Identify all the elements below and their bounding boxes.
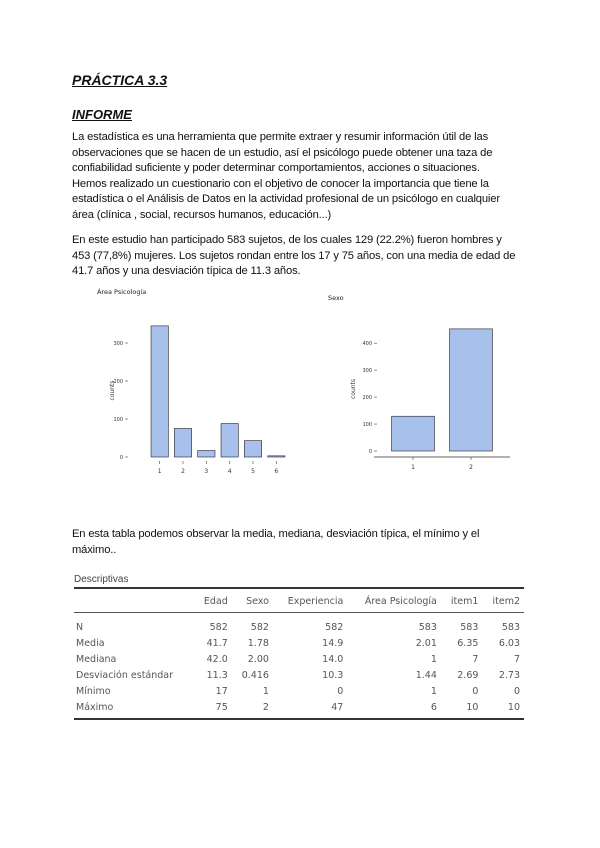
bar (244, 441, 261, 457)
bar (392, 416, 435, 451)
table-row (74, 613, 524, 636)
row-label: Mediana (76, 653, 117, 665)
table-cell: 6 (347, 699, 441, 719)
table-cell: 0 (472, 685, 479, 697)
column-header: Sexo (232, 588, 273, 613)
table-cell: 2.69 (457, 669, 479, 681)
row-label: Media (76, 637, 105, 649)
table-row (74, 699, 524, 719)
bar (268, 456, 285, 457)
table-cell: 11.3 (206, 669, 228, 681)
x-tick-label: 1 (157, 468, 162, 475)
table-row (74, 683, 524, 699)
text-line: estadística o el Análisis de Datos en la actividad profesional de un psicólogo en cualquier (72, 193, 500, 206)
bar (151, 326, 168, 457)
table-cell: 14.0 (322, 653, 344, 665)
area-psicologia-chart (90, 285, 300, 485)
text-line: confiabilidad suficiente y poder determinar comportamientos, acciones o situaciones. (72, 162, 480, 175)
table-cell: 1 (262, 685, 269, 697)
table-cell: 0 (337, 685, 344, 697)
table-cell: 582 (250, 621, 269, 633)
x-tick-label: 3 (204, 468, 209, 475)
text-line: En este estudio han participado 583 sujetos, de los cuales 129 (22.2%) fueron hombres y (72, 234, 502, 246)
y-axis-label: counts (109, 380, 116, 401)
table-cell: 2 (232, 699, 273, 719)
table-cell: 582 (209, 621, 228, 633)
bar (450, 329, 493, 451)
table-cell: 2.01 (415, 637, 437, 649)
y-tick-label: 200 (113, 379, 123, 385)
table-cell: 1 (430, 685, 437, 697)
x-tick-label: 4 (227, 468, 232, 475)
study-paragraph (72, 233, 530, 280)
table-cell: 14.9 (322, 637, 344, 649)
x-tick-label: 6 (274, 468, 279, 475)
y-tick-label: 100 (362, 422, 372, 429)
table-row (74, 651, 524, 667)
table-cell: 41.7 (206, 637, 228, 649)
table-caption: Descriptivas (74, 574, 129, 585)
y-tick-label: 0 (368, 449, 372, 455)
table-cell: 17 (215, 685, 228, 697)
table-intro-paragraph (72, 527, 530, 558)
bar (221, 424, 238, 457)
table-cell: 42.0 (206, 653, 228, 665)
bar (174, 429, 191, 458)
text-line: Hemos realizado un cuestionario con el objetivo de conocer la importancia que tiene la (72, 177, 489, 190)
column-header: Edad (194, 588, 231, 613)
table-cell: 583 (418, 621, 437, 633)
table-cell: 1.44 (415, 669, 437, 681)
y-tick-label: 200 (362, 395, 372, 402)
column-header: Experiencia (273, 588, 347, 613)
column-header: item2 (482, 588, 524, 613)
section-heading: INFORME (72, 107, 132, 122)
table-row (74, 635, 524, 651)
table-cell: 1 (430, 653, 437, 665)
x-tick-label: 1 (411, 464, 415, 471)
y-tick-label: 0 (119, 455, 123, 461)
table-cell: 0 (513, 685, 520, 697)
text-line: área (clínica , social, recursos humanos, educación...) (72, 208, 332, 221)
text-line: 453 (77,8%) mujeres. Los sujetos rondan entre los 17 y 75 años, con una media de edad de (72, 249, 516, 262)
y-tick-label: 300 (362, 368, 372, 375)
corner-header (74, 588, 194, 613)
table-cell: 10.3 (322, 669, 344, 681)
text-line: máximo.. (72, 543, 117, 556)
table-cell: 0.416 (241, 669, 269, 681)
table-cell: 583 (460, 621, 479, 633)
row-label: Máximo (74, 699, 194, 719)
column-header: Área Psicología (347, 588, 441, 613)
table-cell: 47 (273, 699, 347, 719)
y-tick-label: 100 (113, 417, 123, 423)
row-label: Mínimo (76, 685, 111, 697)
x-tick-label: 2 (469, 464, 473, 471)
x-tick-label: 5 (251, 468, 255, 475)
table-cell: 6.03 (498, 637, 520, 649)
text-line: En esta tabla podemos observar la media, mediana, desviación típica, el mínimo y el (72, 528, 480, 540)
table-cell: 2.00 (247, 653, 269, 665)
table-row (74, 667, 524, 683)
page-title: PRÁCTICA 3.3 (72, 72, 168, 88)
column-header: item1 (441, 588, 483, 613)
y-axis-label: counts (350, 378, 357, 400)
intro-paragraph (72, 130, 530, 224)
row-label: Desviación estándar (76, 669, 174, 681)
text-line: La estadística es una herramienta que permite extraer y resumir información útil de las (72, 131, 489, 143)
table-cell: 75 (194, 699, 231, 719)
chart-title: Área Psicología (97, 288, 147, 296)
table-cell: 582 (325, 621, 344, 633)
y-tick-label: 400 (362, 341, 372, 348)
x-tick-label: 2 (181, 468, 185, 475)
sexo-chart (322, 290, 512, 475)
table-cell: 7 (472, 653, 479, 665)
table-cell: 10 (482, 699, 524, 719)
descriptives-table (74, 587, 524, 720)
text-line: 41.7 años y una desviación típica de 11.3 años. (72, 265, 301, 278)
y-tick-label: 300 (113, 341, 123, 347)
text-line: observaciones que se hacen de un estudio, así el psicólogo puede obtener una taza de (72, 146, 493, 159)
table-cell: 6.35 (457, 637, 479, 649)
table-cell: 1.78 (247, 637, 269, 649)
row-label: N (76, 621, 84, 633)
table-cell: 7 (513, 653, 520, 665)
chart-title: Sexo (328, 294, 344, 302)
table-cell: 2.73 (498, 669, 520, 681)
table-cell: 10 (441, 699, 483, 719)
table-cell: 583 (501, 621, 520, 633)
bar (198, 451, 215, 457)
